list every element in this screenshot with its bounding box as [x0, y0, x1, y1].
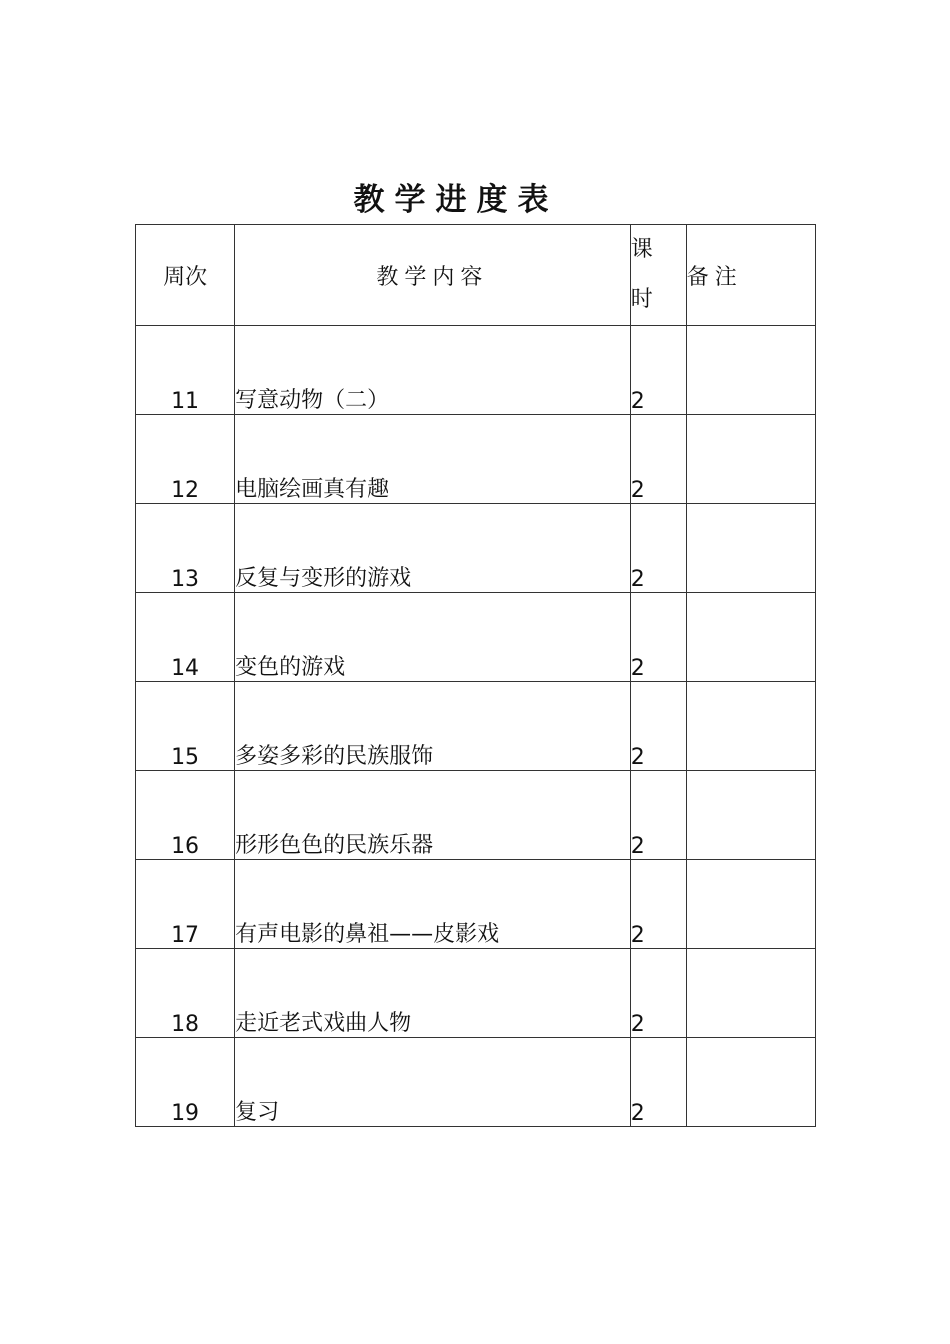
hours-cell: 2 [630, 860, 686, 949]
table-row [136, 593, 816, 682]
table-row [136, 1038, 816, 1127]
week-cell: 15 [136, 682, 235, 771]
content-cell: 反复与变形的游戏 [235, 504, 631, 593]
note-cell [686, 949, 815, 1038]
hours-cell: 2 [630, 682, 686, 771]
week-cell: 13 [136, 504, 235, 593]
week-cell: 19 [136, 1038, 235, 1127]
table-row [136, 415, 816, 504]
content-cell: 走近老式戏曲人物 [235, 949, 631, 1038]
note-cell [686, 771, 815, 860]
hours-cell: 2 [630, 326, 686, 415]
content-cell: 多姿多彩的民族服饰 [235, 682, 631, 771]
header-week: 周次 [136, 225, 235, 326]
header-hours [630, 225, 686, 326]
content-cell: 变色的游戏 [235, 593, 631, 682]
week-cell: 14 [136, 593, 235, 682]
content-cell: 有声电影的鼻祖——皮影戏 [235, 860, 631, 949]
header-content: 教学内容 [235, 225, 631, 326]
header-hours-line2: 时 [630, 287, 653, 312]
header-note: 备注 [686, 225, 815, 326]
week-cell: 17 [136, 860, 235, 949]
hours-cell: 2 [630, 415, 686, 504]
table-row [136, 771, 816, 860]
week-cell: 12 [136, 415, 235, 504]
hours-cell: 2 [630, 593, 686, 682]
table-row [136, 949, 816, 1038]
table-row [136, 504, 816, 593]
note-cell [686, 1038, 815, 1127]
header-hours-line1: 课 [630, 237, 653, 262]
table-row [136, 682, 816, 771]
note-cell [686, 415, 815, 504]
note-cell [686, 682, 815, 771]
table-row [136, 860, 816, 949]
note-cell [686, 504, 815, 593]
table-row [136, 326, 816, 415]
content-cell: 形形色色的民族乐器 [235, 771, 631, 860]
note-cell [686, 860, 815, 949]
table-header-row [136, 225, 816, 326]
week-cell: 18 [136, 949, 235, 1038]
page-title: 教学进度表 [353, 182, 559, 218]
hours-cell: 2 [630, 1038, 686, 1127]
hours-cell: 2 [630, 504, 686, 593]
week-cell: 16 [136, 771, 235, 860]
hours-cell: 2 [630, 771, 686, 860]
note-cell [686, 326, 815, 415]
content-cell: 电脑绘画真有趣 [235, 415, 631, 504]
content-cell: 复习 [235, 1038, 631, 1127]
week-cell: 11 [136, 326, 235, 415]
hours-cell: 2 [630, 949, 686, 1038]
schedule-table [135, 224, 816, 1127]
content-cell: 写意动物（二） [235, 326, 631, 415]
note-cell [686, 593, 815, 682]
